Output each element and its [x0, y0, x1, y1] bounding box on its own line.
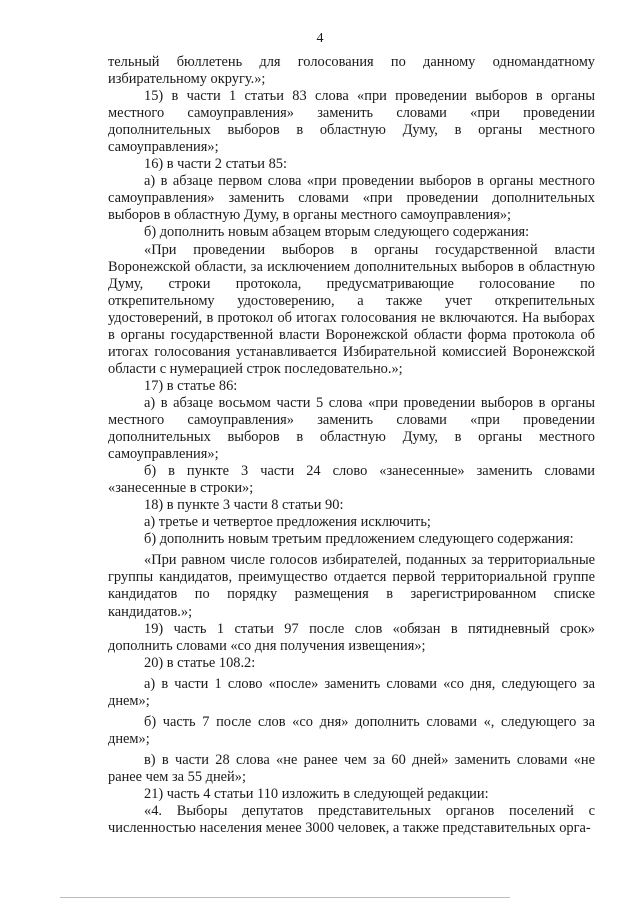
page-number: 4 — [316, 31, 324, 46]
paragraph-item-18: 18) в пункте 3 части 8 статьи 90: — [144, 497, 344, 514]
paragraph-item-17b: б) в пункте 3 части 24 слово «занесенные» заменить словами «занесенные в строки»; — [108, 463, 595, 497]
paragraph-item-16a: а) в абзаце первом слова «при проведении выборов в органы местного самоуправления» заменить словами «при проведении дополнительных выборов в областную Думу, в органы местного самоуправления»; — [108, 173, 595, 224]
paragraph-item-20b: б) часть 7 после слов «со дня» дополнить словами «, следующего за днем»; — [108, 713, 595, 747]
paragraph-quote-16b: «При проведении выборов в органы государственной власти Воронежской области, за исключением дополнительных выборов в областную Думу, строки протокола, предусматривающие голосование по открепительному удостоверению, а также учет открепительных удостоверений, в протокол об итогах голосования не включаются. На выборах в органы государственной власти Воронежской области форма протокола об итогах голосования устанавливается Избирательной комиссией Воронежской области с нумерацией строк последовательно.»; — [108, 241, 595, 377]
paragraph-item-15: 15) в части 1 статьи 83 слова «при проведении выборов в органы местного самоуправления» заменить словами «при проведении дополнительных выборов в областную Думу, в органы местного самоуправления»; — [108, 88, 595, 156]
paragraph-item-17: 17) в статье 86: — [144, 377, 238, 394]
paragraph-item-17a: а) в абзаце восьмом части 5 слова «при проведении выборов в органы местного самоуправления» заменить словами «при проведении дополнительных выборов в областную Думу, в органы местного самоуправления»; — [108, 394, 595, 463]
paragraph-item-16b: б) дополнить новым абзацем вторым следующего содержания: — [144, 224, 530, 241]
paragraph-item-19: 19) часть 1 статьи 97 после слов «обязан в пятидневный срок» дополнить словами «со дня получения извещения»; — [108, 620, 595, 654]
paragraph-item-18b: б) дополнить новым третьим предложением следующего содержания: — [144, 531, 574, 548]
paragraph-item-21: 21) часть 4 статьи 110 изложить в следующей редакции: — [144, 785, 489, 802]
paragraph-quote-21: «4. Выборы депутатов представительных органов поселений с численностью населения менее 3000 человек, а также представительных орга- — [108, 803, 595, 837]
paragraph-item-16: 16) в части 2 статьи 85: — [144, 156, 287, 173]
paragraph-item-20c: в) в части 28 слова «не ранее чем за 60 дней» заменить словами «не ранее чем за 55 дней»; — [108, 751, 595, 785]
scan-edge-divider — [60, 897, 510, 898]
paragraph-item-20: 20) в статье 108.2: — [144, 654, 256, 671]
paragraph-item-18a: а) третье и четвертое предложения исключить; — [144, 514, 431, 531]
document-body — [108, 54, 595, 837]
paragraph-quote-18b: «При равном числе голосов избирателей, поданных за территориальные группы кандидатов, преимущество отдается первой территориальной группе кандидатов по порядку размещения в зарегистрированном списке кандидатов.»; — [108, 552, 595, 620]
paragraph-continuation: тельный бюллетень для голосования по данному одномандатному избирательному округу.»; — [108, 54, 595, 88]
paragraph-item-20a: а) в части 1 слово «после» заменить словами «со дня, следующего за днем»; — [108, 675, 595, 709]
